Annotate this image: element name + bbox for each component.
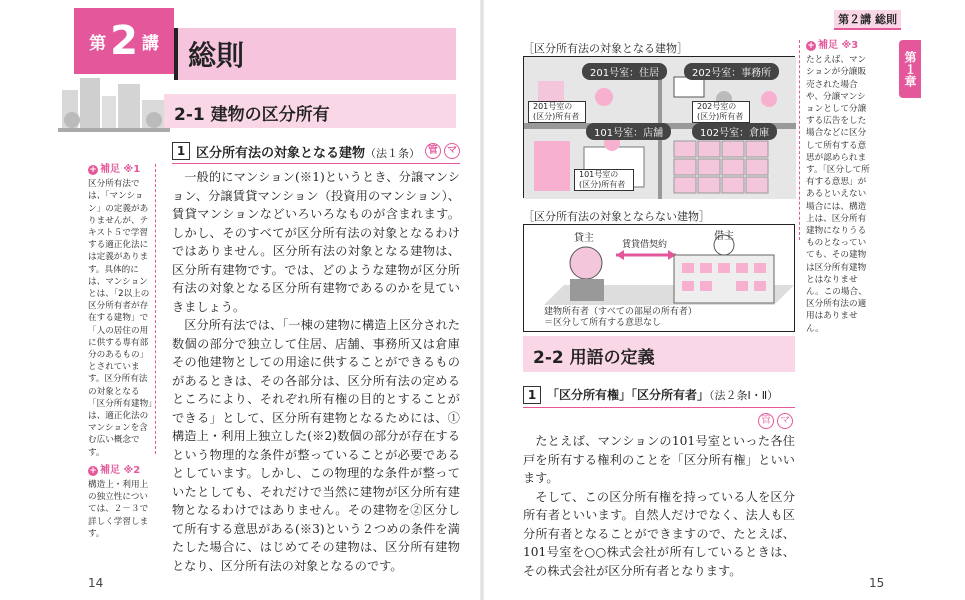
note-text: 構造上・利用上の独立性については、２－３で詳しく学習します。 bbox=[88, 480, 149, 539]
badge-ma: マ bbox=[444, 143, 460, 159]
note-text: 区分所有法では、「マンション」の定義がありませんが、テキスト５で学習する適正化法には定義があります。具体的には、マンションとは、「2以上の区分所有者が存在する建物」で「人の居住の用に供する専有部分のあるもの」とされています。区分所有法の対象となる「区分所有建物」は、適正化法のマンションを含む広い概念です。 bbox=[88, 179, 153, 458]
figure1-building bbox=[523, 56, 795, 198]
badge-kan: 管 bbox=[425, 143, 441, 159]
owner-201-label: 201号室の(区分)所有者 bbox=[528, 101, 586, 123]
paragraph: 一般的にマンション(※1)というとき、分譲マンション、分譲賃貸マンション（投資用のマンション）、賃貸マンションなどいろいろなものが含まれます。しかし、そのすべてが区分所有法の対象となるわけではありません。区分所有法の対象となる建物は、区分所有建物です。では、どのような建物が区分所有法の対象となる区分所有建物であるのかを見ていきましょう。 bbox=[172, 170, 460, 314]
figure2-label: ［区分所有法の対象とならない建物］ bbox=[523, 210, 710, 223]
badge-ma: マ bbox=[777, 413, 793, 429]
left-page bbox=[0, 0, 482, 600]
subsection-title: 区分所有法の対象となる建物 bbox=[196, 146, 366, 161]
right-sidebar-note bbox=[799, 40, 873, 334]
exam-badges bbox=[422, 142, 460, 159]
left-body-text bbox=[172, 168, 460, 575]
figure2-caption: 建物所有者（すべての部屋の所有者） ＝区分して所有する意思なし bbox=[544, 307, 697, 328]
room-101-label: 101号室：店舗 bbox=[586, 123, 671, 140]
paragraph: そして、この区分所有権を持っている人を区分所有者といいます。自然人だけでなく、法人も区分所有者となることができますので、たとえば、101号室を○○株式会社が所有しているときは、その株式会社が区分所有者となります。 bbox=[523, 489, 795, 578]
subsection-law-ref: （法２条Ⅰ・Ⅱ） bbox=[709, 389, 779, 402]
chapter-title-bar bbox=[174, 28, 456, 80]
chapter-title: 総則 bbox=[188, 39, 245, 72]
room-102-label: 102号室：倉庫 bbox=[692, 123, 777, 140]
city-illustration-icon bbox=[58, 70, 170, 132]
subsection-title: 「区分所有権」「区分所有者」 bbox=[547, 388, 710, 402]
paragraph: 区分所有法では、「一棟の建物に構造上区分された数個の部分で独立して住居、店舗、事務所又は倉庫その他建物としての用途に供することができるものがあるときは、その各部分は、区分所有法の定めるところにより、それぞれ所有権の目的とすることができる」として、区分所有建物となるためには、①構造上・利用上独立した(※2)数個の部分が存在するという物理的な条件が整っていることが必要であるとしています。しかし、この物理的な条件が整っていたとしても、それだけで当然に建物が区分所有建物となるわけではありません。その建物を②区分して所有する意思がある(※3)という２つめの条件を満たした場合に、はじめてその建物は、区分所有建物となり、区分所有法の対象となるのです。 bbox=[172, 318, 460, 573]
note-text: たとえば、マンションが分譲販売された場合や、分譲マンションとして分譲する広告をした場合などに区分して所有する意思が認められます。「区分して所有する意思」があるといえない場合には、構造上は、区分所有建物になりうるものとなっていても、その建物は区分所有建物とはなりません。この場合、区分所有法の適用はありません。 bbox=[806, 55, 870, 334]
section-2-2-bar bbox=[523, 336, 795, 372]
chapter-tab: 第１章 bbox=[899, 40, 921, 98]
owner-101-label: 101号室の(区分)所有者 bbox=[574, 169, 634, 191]
owner-202-label: 202号室の(区分)所有者 bbox=[692, 101, 750, 123]
room-201-label: 201号室：住居 bbox=[582, 63, 667, 80]
subsection-number: 1 bbox=[172, 142, 190, 160]
lessee-label: 借主 bbox=[714, 231, 734, 242]
lessor-label: 貸主 bbox=[574, 233, 594, 244]
subsection-heading bbox=[523, 386, 795, 408]
chapter-label-post: 講 bbox=[141, 33, 159, 54]
subsection-number: 1 bbox=[523, 386, 541, 404]
figure2-rental bbox=[523, 224, 795, 332]
exam-badges bbox=[755, 408, 793, 429]
note-head: + 補足 ※3 bbox=[807, 40, 859, 51]
chapter-number: 2 bbox=[110, 18, 138, 64]
contract-label: 賃貸借契約 bbox=[622, 240, 668, 250]
plus-icon: + bbox=[807, 41, 815, 51]
page-number: 15 bbox=[869, 576, 885, 590]
note-head: + 補足 ※2 bbox=[89, 464, 141, 476]
subsection-heading bbox=[172, 142, 460, 164]
plus-icon: + bbox=[89, 165, 97, 175]
figure1-label: ［区分所有法の対象となる建物］ bbox=[523, 42, 688, 55]
chapter-badge bbox=[74, 8, 174, 74]
chapter-label-pre: 第 bbox=[89, 33, 107, 54]
running-header: 第２講 総則 bbox=[834, 10, 901, 30]
paragraph: たとえば、マンションの101号室といった各住戸を所有する権利のことを「区分所有権」といいます。 bbox=[523, 434, 795, 485]
page-number: 14 bbox=[88, 576, 104, 590]
badge-kan: 管 bbox=[758, 413, 774, 429]
room-202-label: 202号室：事務所 bbox=[684, 63, 779, 80]
subsection-law-ref: （法１条） bbox=[365, 147, 421, 160]
section-title: 2-2 用語の定義 bbox=[533, 348, 655, 368]
right-body-text bbox=[523, 432, 795, 580]
right-page bbox=[483, 0, 965, 600]
plus-icon: + bbox=[89, 465, 97, 476]
note-head: + 補足 ※1 bbox=[89, 164, 141, 175]
section-title: 2-1 建物の区分所有 bbox=[174, 105, 330, 125]
section-2-1-bar bbox=[164, 94, 456, 128]
left-sidebar-notes bbox=[88, 164, 156, 539]
